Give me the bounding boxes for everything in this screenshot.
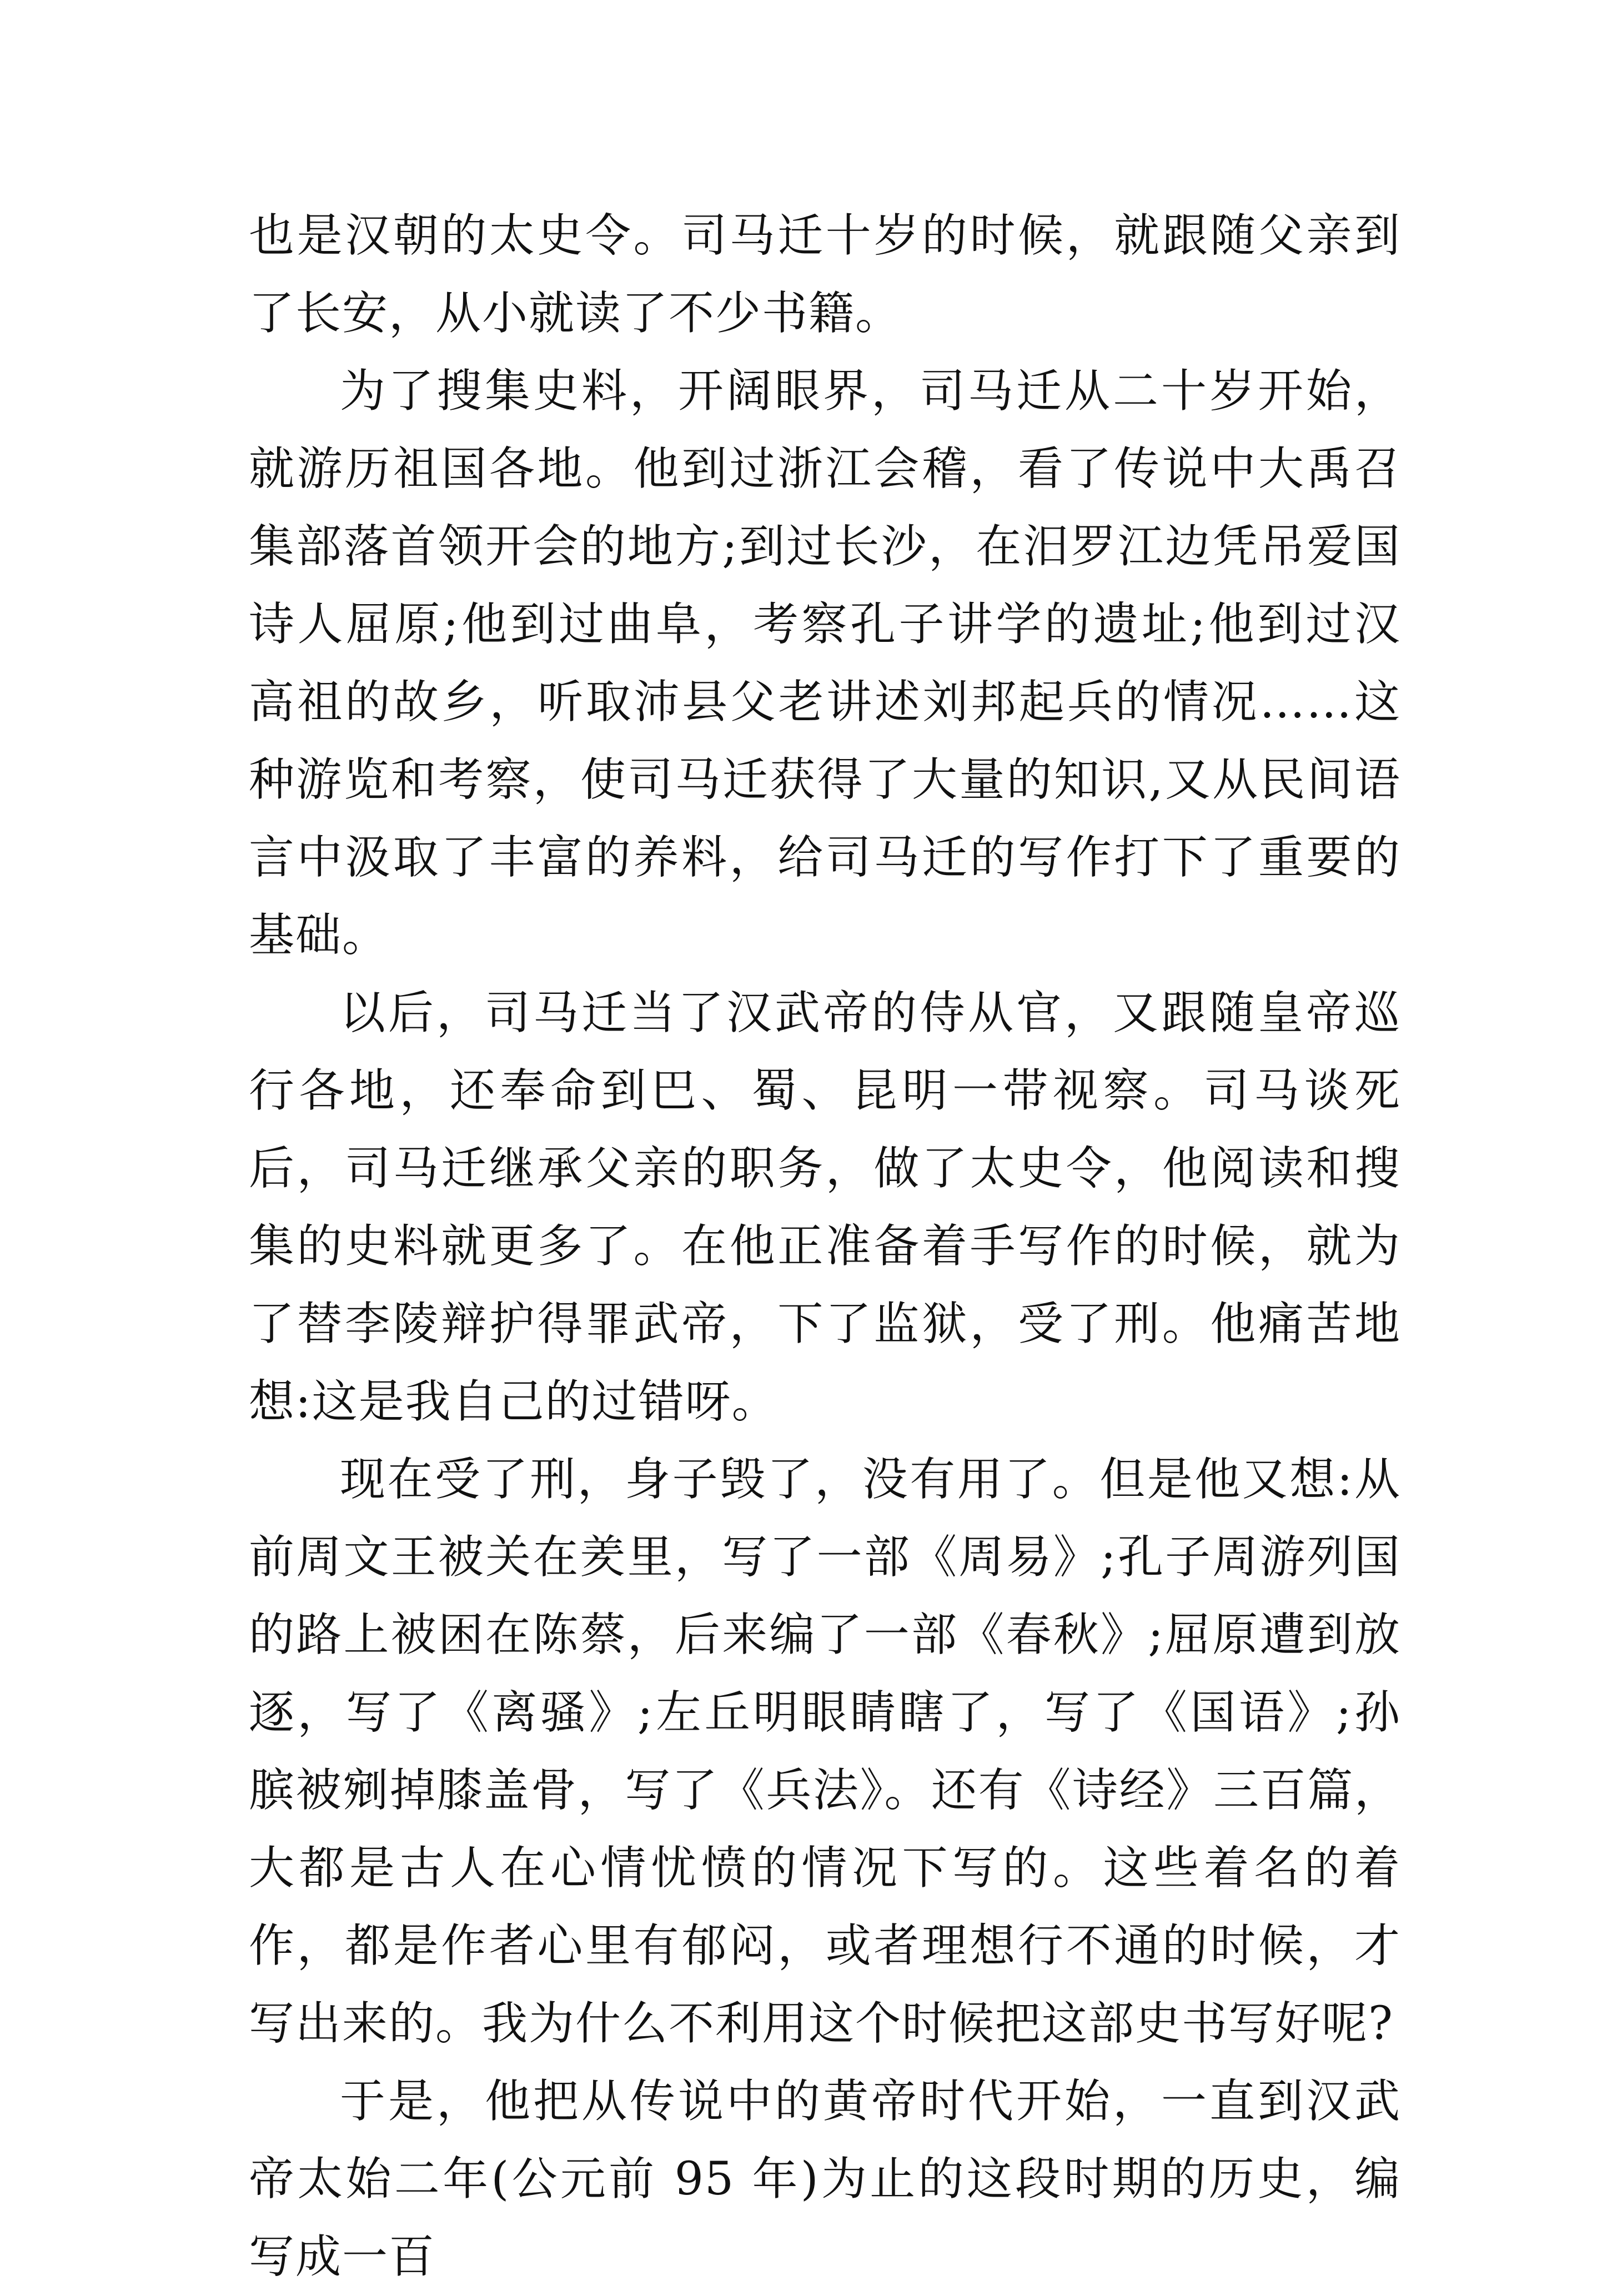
paragraph-4: 现在受了刑，身子毁了，没有用了。但是他又想:从前周文王被关在羑里，写了一部《周易》;孔子周游列国的路上被困在陈蔡，后来编了一部《春秋》;屈原遭到放逐，写了《离骚》;左丘明眼睛瞎了，写了《国语》;孙膑被剜掉膝盖骨，写了《兵法》。还有《诗经》三百篇，大都是古人在心情忧愤的情况下写的。这些着名的着作，都是作者心里有郁闷，或者理想行不通的时候，才写出来的。我为什么不利用这个时候把这部史书写好呢? bbox=[249, 1453, 1401, 2050]
paragraph-2: 为了搜集史料，开阔眼界，司马迁从二十岁开始，就游历祖国各地。他到过浙江会稽，看了传说中大禹召集部落首领开会的地方;到过长沙，在汨罗江边凭吊爱国诗人屈原;他到过曲阜，考察孔子讲学的遗址;他到过汉高祖的故乡，听取沛县父老讲述刘邦起兵的情况……这种游览和考察，使司马迁获得了大量的知识,又从民间语言中汲取了丰富的养料，给司马迁的写作打下了重要的基础。 bbox=[249, 365, 1401, 962]
paragraph-1: 也是汉朝的太史令。司马迁十岁的时候，就跟随父亲到了长安，从小就读了不少书籍。 bbox=[249, 209, 1401, 340]
paragraph-3: 以后，司马迁当了汉武帝的侍从官，又跟随皇帝巡行各地，还奉命到巴、蜀、昆明一带视察。司马谈死后，司马迁继承父亲的职务，做了太史令，他阅读和搜集的史料就更多了。在他正准备着手写作的时候，就为了替李陵辩护得罪武帝，下了监狱，受了刑。他痛苦地想:这是我自己的过错呀。 bbox=[249, 987, 1401, 1428]
body-text bbox=[249, 197, 1401, 2296]
paragraph-5: 于是，他把从传说中的黄帝时代开始，一直到汉武帝太始二年(公元前 95 年)为止的这段时期的历史，编写成一百 bbox=[249, 2075, 1401, 2283]
